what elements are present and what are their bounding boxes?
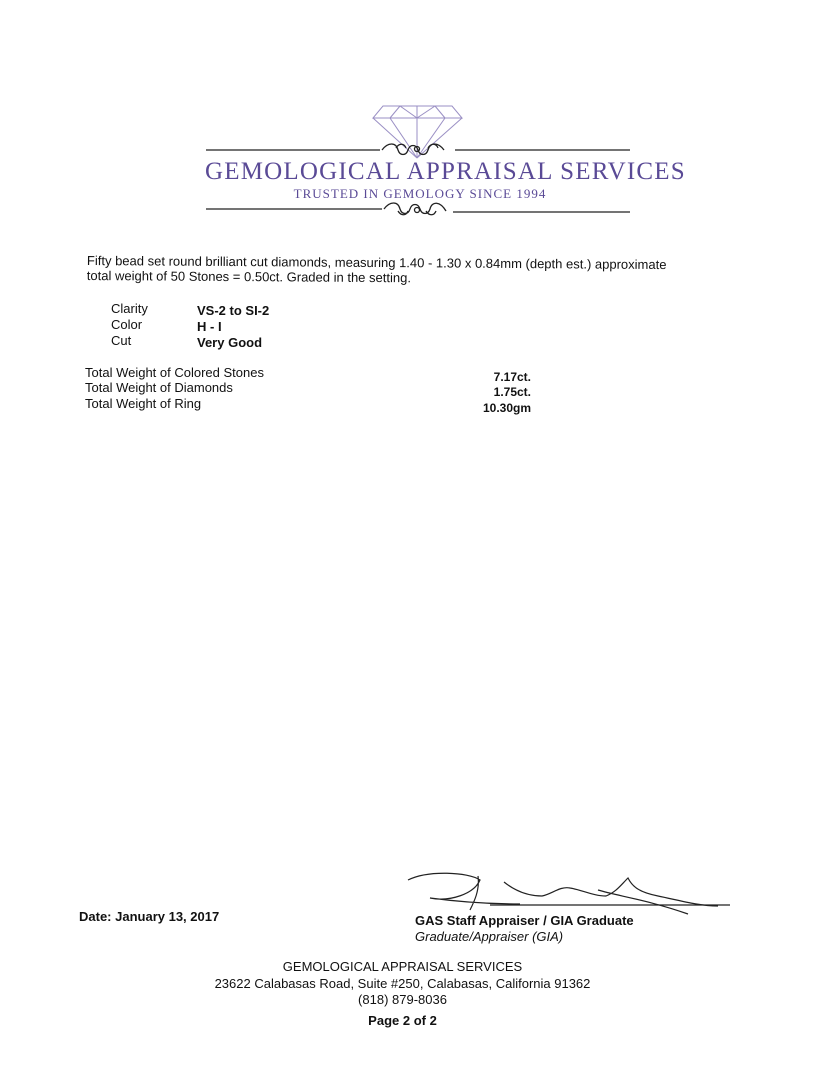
appraisal-date: Date: January 13, 2017 bbox=[79, 909, 220, 924]
footer-company: GEMOLOGICAL APPRAISAL SERVICES bbox=[282, 959, 523, 974]
footer-phone: (818) 879-8036 bbox=[358, 992, 447, 1007]
diamond-icon bbox=[200, 88, 686, 223]
ring-weight-label: Total Weight of Ring bbox=[85, 396, 202, 411]
appraiser-title: Graduate/Appraiser (GIA) bbox=[415, 929, 564, 944]
diamonds-weight-label: Total Weight of Diamonds bbox=[85, 380, 233, 395]
footer-address: 23622 Calabasas Road, Suite #250, Calabasas, California 91362 bbox=[214, 976, 591, 991]
color-value: H - I bbox=[197, 319, 222, 334]
ring-weight-value: 10.30gm bbox=[482, 401, 531, 415]
item-description bbox=[87, 253, 707, 287]
company-tagline: TRUSTED IN GEMOLOGY SINCE 1994 bbox=[293, 186, 547, 201]
clarity-value: VS-2 to SI-2 bbox=[197, 303, 270, 318]
appraiser-name: GAS Staff Appraiser / GIA Graduate bbox=[415, 913, 634, 928]
color-label: Color bbox=[111, 317, 143, 332]
cut-label: Cut bbox=[111, 333, 132, 348]
clarity-label: Clarity bbox=[111, 301, 148, 316]
company-name: GEMOLOGICAL APPRAISAL SERVICES bbox=[205, 158, 686, 185]
colored-stones-weight-value: 7.17ct. bbox=[493, 370, 531, 384]
diamonds-weight-value: 1.75ct. bbox=[493, 385, 531, 399]
description-line-2: total weight of 50 Stones = 0.50ct. Graded in the setting. bbox=[86, 267, 412, 286]
description-line-1: Fifty bead set round brilliant cut diamonds, measuring 1.40 - 1.30 x 0.84mm (depth est.) approximate bbox=[86, 253, 667, 273]
colored-stones-weight-label: Total Weight of Colored Stones bbox=[85, 365, 264, 380]
page-number: Page 2 of 2 bbox=[368, 1013, 437, 1028]
company-logo bbox=[200, 88, 686, 223]
cut-value: Very Good bbox=[197, 335, 263, 350]
